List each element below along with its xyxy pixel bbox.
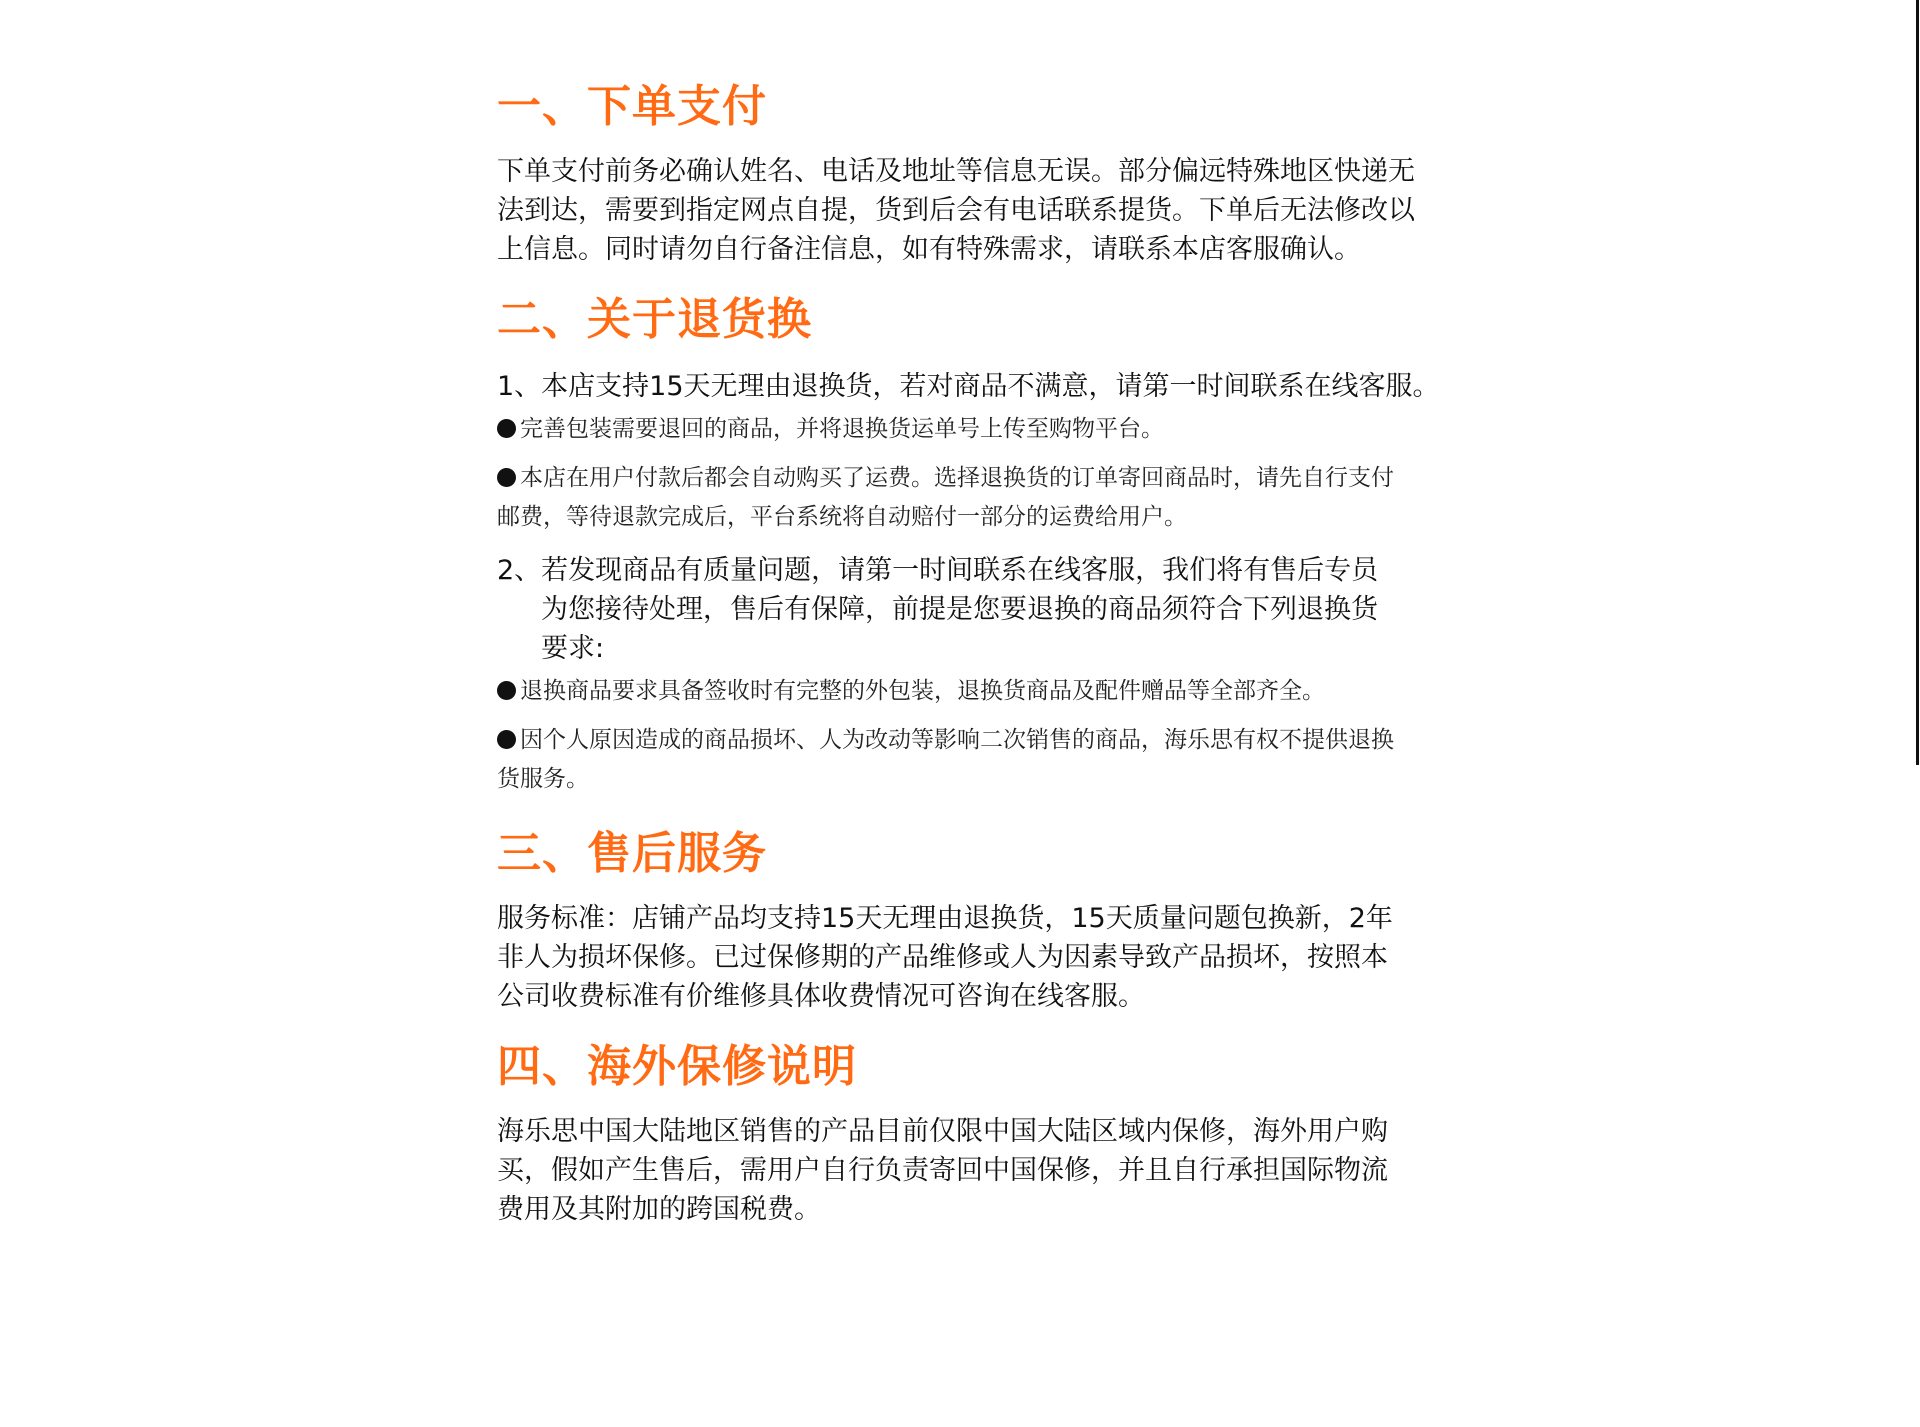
bullet-dot-icon	[497, 681, 516, 700]
scrollbar-edge	[1916, 0, 1919, 765]
bullet-text: 退换商品要求具备签收时有完整的外包装，退换货商品及配件赠品等全部齐全。	[520, 678, 1325, 704]
bullet-dot-icon	[497, 419, 516, 438]
return-item-1-bullet-2	[497, 459, 1397, 537]
return-item-2-bullet-2	[497, 721, 1397, 799]
bullet-text: 完善包装需要退回的商品，并将退换货运单号上传至购物平台。	[520, 416, 1164, 442]
return-item-1-bullet-1	[497, 410, 1397, 449]
section-body-after-sales: 服务标准：店铺产品均支持15天无理由退换货，15天质量问题包换新，2年非人为损坏保修。已过保修期的产品维修或人为因素导致产品损坏，按照本公司收费标准有价维修具体收费情况可咨询在线客服。	[497, 903, 1393, 1012]
return-item-2: 2、若发现商品有质量问题，请第一时间联系在线客服，我们将有售后专员为您接待处理，售后有保障，前提是您要退换的商品须符合下列退换货要求:	[497, 555, 1379, 664]
return-item-2-bullet-1	[497, 672, 1397, 711]
section-body-overseas-warranty: 海乐思中国大陆地区销售的产品目前仅限中国大陆区域内保修，海外用户购买，假如产生售后，需用户自行负责寄回中国保修，并且自行承担国际物流费用及其附加的跨国税费。	[497, 1116, 1388, 1225]
policy-content	[497, 78, 1440, 1229]
section-title-returns: 二、关于退货换	[497, 294, 812, 345]
bullet-dot-icon	[497, 730, 516, 749]
section-title-payment: 一、下单支付	[497, 81, 767, 132]
section-title-after-sales: 三、售后服务	[497, 828, 767, 879]
bullet-text: 本店在用户付款后都会自动购买了运费。选择退换货的订单寄回商品时，请先自行支付邮费，等待退款完成后，平台系统将自动赔付一部分的运费给用户。	[497, 465, 1394, 530]
bullet-text: 因个人原因造成的商品损坏、人为改动等影响二次销售的商品，海乐思有权不提供退换货服务。	[497, 727, 1394, 792]
return-item-1: 1、本店支持15天无理由退换货，若对商品不满意，请第一时间联系在线客服。	[497, 371, 1440, 402]
bullet-dot-icon	[497, 468, 516, 487]
section-body-payment: 下单支付前务必确认姓名、电话及地址等信息无误。部分偏远特殊地区快递无法到达，需要到指定网点自提，货到后会有电话联系提货。下单后无法修改以上信息。同时请勿自行备注信息，如有特殊需求，请联系本店客服确认。	[497, 156, 1415, 265]
section-title-overseas-warranty: 四、海外保修说明	[497, 1041, 857, 1092]
